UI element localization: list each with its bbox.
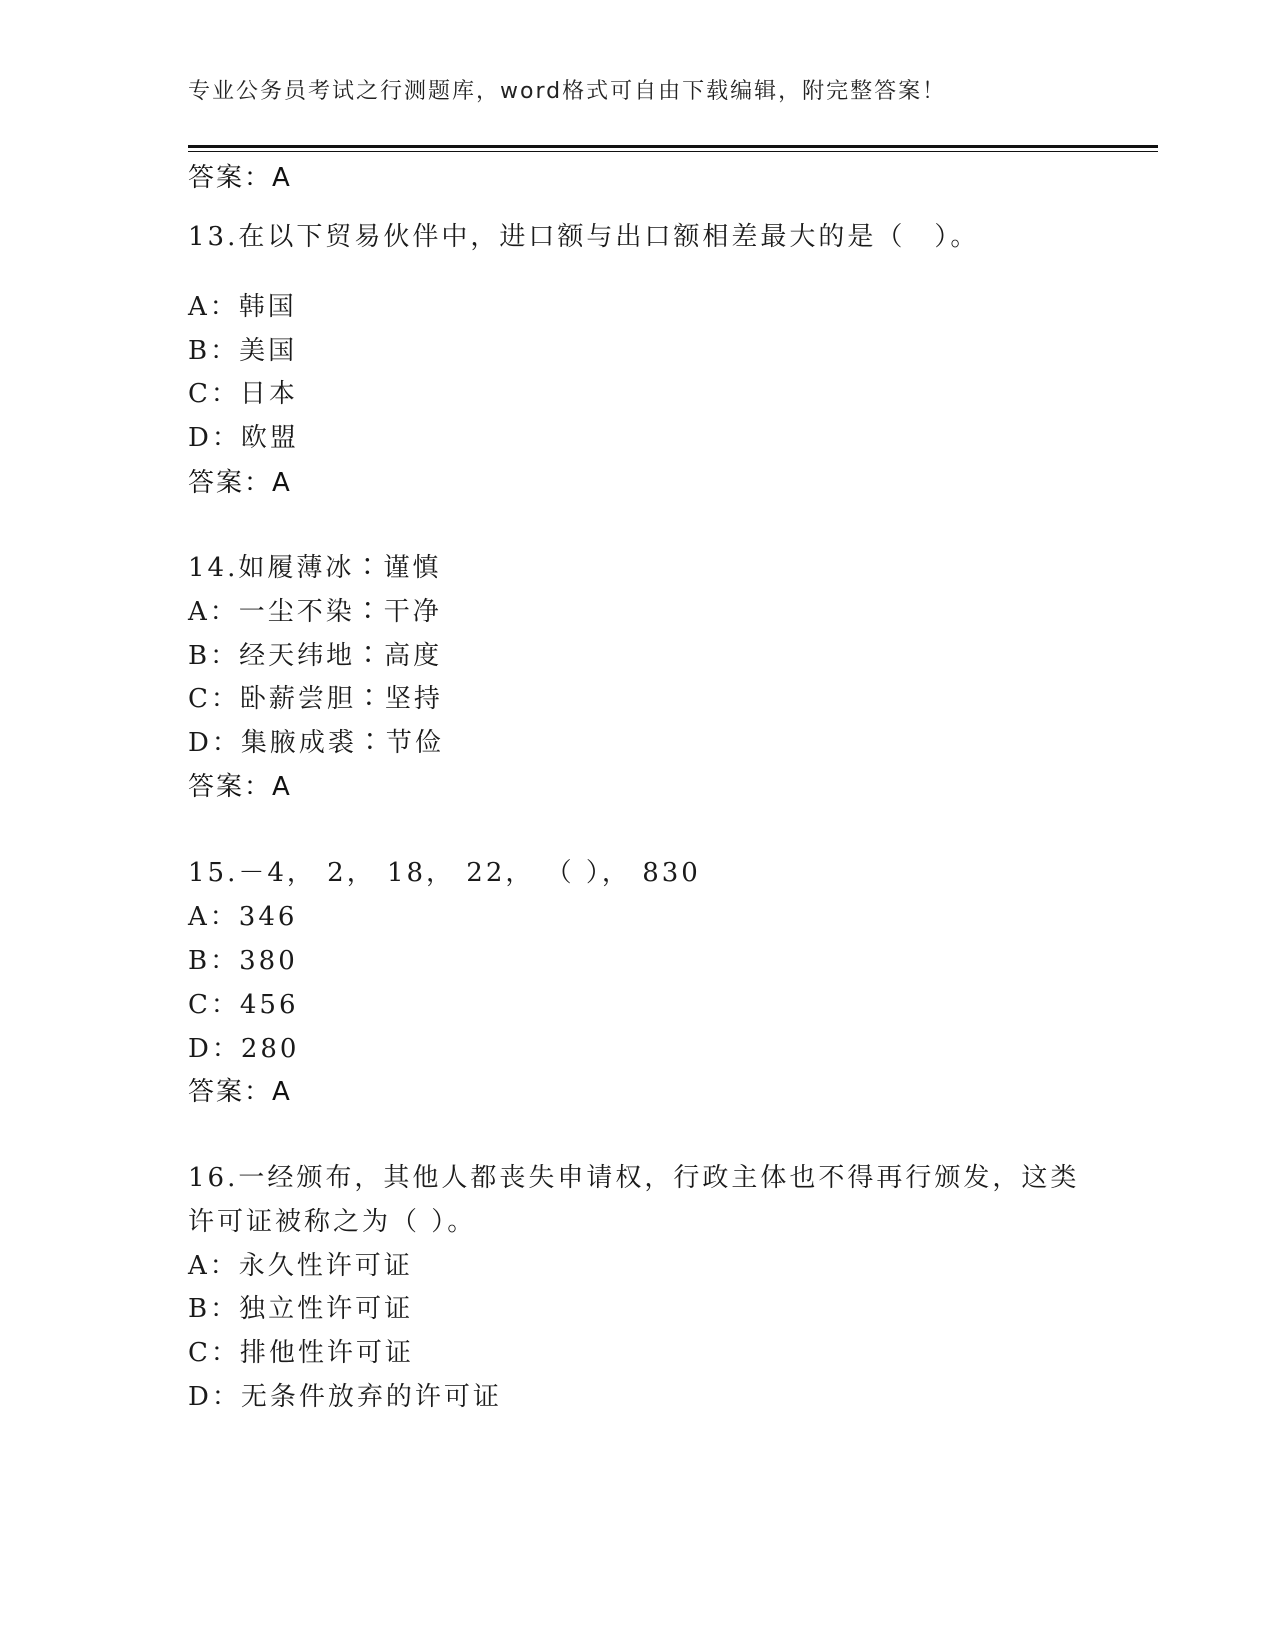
question-15-option-c: C：456 xyxy=(188,990,299,1020)
header-rule-thick xyxy=(188,145,1158,148)
page-header: 专业公务员考试之行测题库，word格式可自由下载编辑，附完整答案！ xyxy=(188,79,947,104)
question-15-option-a: A：346 xyxy=(188,902,298,932)
header-rule-thin xyxy=(188,151,1158,152)
question-14-option-c: C：卧薪尝胆∶坚持 xyxy=(188,684,443,714)
question-16-option-c: C：排他性许可证 xyxy=(188,1338,414,1368)
question-13-option-a: A：韩国 xyxy=(188,292,297,322)
question-16-option-a: A：永久性许可证 xyxy=(188,1251,413,1281)
question-16-option-d: D：无条件放弃的许可证 xyxy=(188,1382,502,1412)
answer-15: 答案：A xyxy=(188,1077,292,1107)
answer-14: 答案：A xyxy=(188,772,292,802)
question-16-stem-line-1: 16.一经颁布，其他人都丧失申请权，行政主体也不得再行颁发，这类 xyxy=(188,1163,1080,1193)
question-13-option-c: C：日本 xyxy=(188,379,298,409)
question-15-option-b: B：380 xyxy=(188,946,298,976)
question-16-stem-line-2: 许可证被称之为（ ）。 xyxy=(188,1207,477,1237)
question-15-option-d: D：280 xyxy=(188,1034,300,1064)
question-14-option-d: D：集腋成裘∶节俭 xyxy=(188,728,444,758)
answer-12: 答案：A xyxy=(188,163,292,193)
question-13-option-d: D：欧盟 xyxy=(188,423,299,453)
answer-13: 答案：A xyxy=(188,468,292,498)
question-14-option-a: A：一尘不染∶干净 xyxy=(188,597,442,627)
question-13-stem: 13.在以下贸易伙伴中，进口额与出口额相差最大的是（ ）。 xyxy=(188,222,980,252)
question-15-stem: 15.－4， 2， 18， 22， （ ）， 830 xyxy=(188,858,701,888)
question-14-stem: 14.如履薄冰∶谨慎 xyxy=(188,553,442,583)
question-13-option-b: B：美国 xyxy=(188,336,298,366)
question-14-option-b: B：经天纬地∶高度 xyxy=(188,641,443,671)
question-16-option-b: B：独立性许可证 xyxy=(188,1294,414,1324)
